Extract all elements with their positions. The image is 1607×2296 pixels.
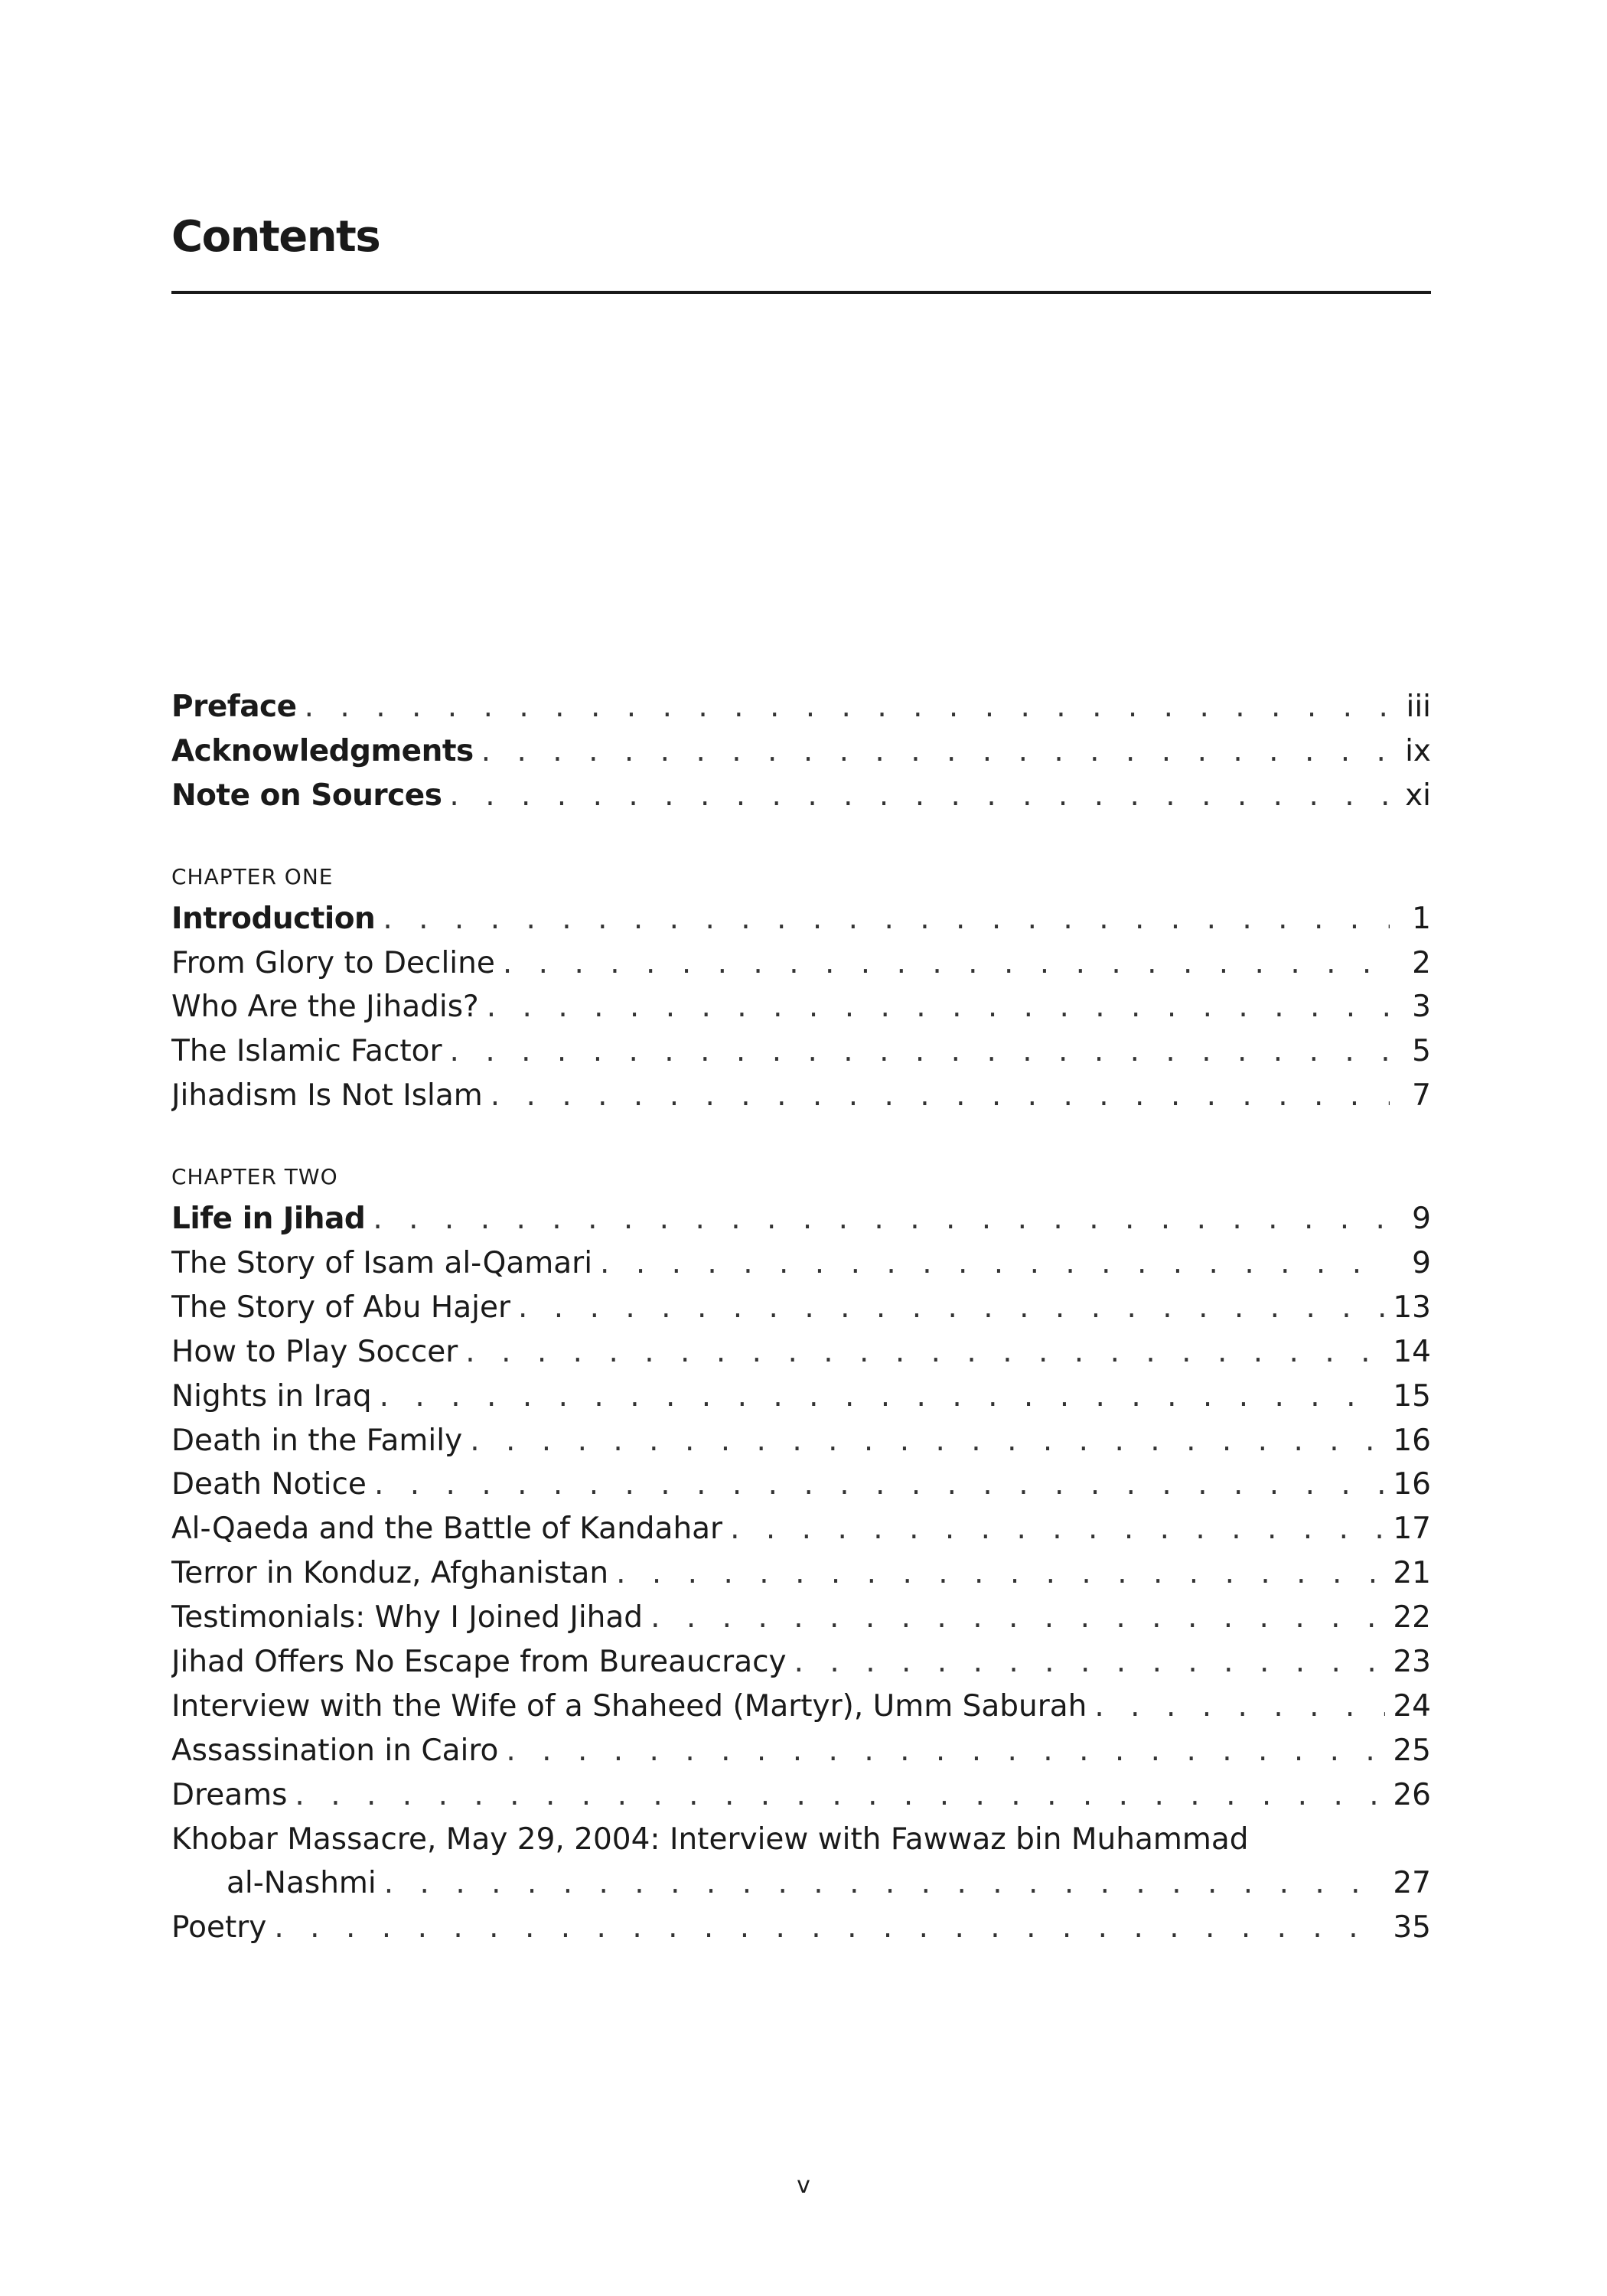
toc-entry-page: 35	[1393, 1910, 1431, 1945]
dot-leader	[1094, 1684, 1385, 1729]
toc-entry[interactable]	[171, 1074, 1431, 1118]
dot-leader	[295, 1773, 1385, 1818]
toc-entry-title: Death in the Family	[171, 1423, 463, 1458]
toc-entry-page: 13	[1393, 1290, 1431, 1325]
toc-entry-page: 9	[1412, 1202, 1431, 1237]
toc-entry-page: 5	[1412, 1034, 1431, 1069]
toc-entry-preface[interactable]	[171, 685, 1431, 729]
toc-entry-title: Who Are the Jihadis?	[171, 990, 479, 1025]
toc-entry-title: Nights in Iraq	[171, 1378, 372, 1414]
toc-entry-page: 24	[1393, 1688, 1431, 1724]
toc-entry-chapter-title[interactable]	[171, 1197, 1431, 1241]
toc-entry[interactable]	[171, 1029, 1431, 1074]
toc-entry[interactable]	[171, 1773, 1431, 1818]
toc-entry-title-continuation: al-Nashmi	[227, 1866, 376, 1901]
page-title: Contents	[171, 212, 380, 262]
dot-leader	[600, 1241, 1390, 1286]
toc-entry-page: 25	[1393, 1733, 1431, 1768]
dot-leader	[481, 729, 1390, 774]
toc-entry[interactable]	[171, 1463, 1431, 1507]
toc-entry[interactable]	[171, 1906, 1431, 1950]
dot-leader	[470, 1419, 1385, 1463]
toc-entry[interactable]	[171, 1640, 1431, 1684]
dot-leader	[506, 1729, 1385, 1773]
toc-entry-title: Death Notice	[171, 1467, 367, 1502]
toc-entry-title: Jihadism Is Not Islam	[171, 1078, 483, 1114]
page-number: v	[797, 2172, 810, 2199]
dot-leader	[616, 1551, 1385, 1596]
dot-leader	[373, 1197, 1390, 1241]
toc-entry-title: Jihad Offers No Escape from Bureaucracy	[171, 1645, 787, 1680]
toc-entry-page: 23	[1393, 1645, 1431, 1680]
dot-leader	[380, 1375, 1386, 1419]
toc-entry-note-on-sources[interactable]	[171, 774, 1431, 818]
toc-entry[interactable]	[171, 941, 1431, 986]
toc-entry[interactable]	[171, 1241, 1431, 1286]
toc-entry-title: From Glory to Decline	[171, 945, 495, 980]
toc-entry-page: 16	[1393, 1423, 1431, 1458]
toc-entry[interactable]	[171, 1507, 1431, 1551]
toc-entry-page: 1	[1412, 901, 1431, 936]
dot-leader	[794, 1640, 1386, 1684]
toc-entry-page: 21	[1393, 1556, 1431, 1591]
toc-entry-title: Testimonials: Why I Joined Jihad	[171, 1600, 644, 1636]
dot-leader	[383, 897, 1390, 941]
toc-entry-page: xi	[1405, 778, 1431, 813]
dot-leader	[305, 685, 1390, 729]
toc-entry-page: 27	[1393, 1866, 1431, 1901]
toc-entry-page: ix	[1405, 733, 1431, 768]
toc-entry-title: The Story of Isam al-Qamari	[171, 1246, 593, 1281]
toc-entry-title: Dreams	[171, 1777, 288, 1812]
toc-entry-page: 17	[1393, 1512, 1431, 1547]
dot-leader	[487, 985, 1390, 1029]
toc-entry-title: The Islamic Factor	[171, 1034, 442, 1069]
toc-entry-title: Al-Qaeda and the Battle of Kandahar	[171, 1512, 723, 1547]
toc-entry-title-line1[interactable]: Khobar Massacre, May 29, 2004: Interview with Fawwaz bin Muhammad	[171, 1821, 1249, 1857]
toc-entry-title: Interview with the Wife of a Shaheed (Martyr), Umm Saburah	[171, 1688, 1087, 1724]
toc-entry[interactable]	[171, 1551, 1431, 1596]
toc-entry[interactable]	[171, 1286, 1431, 1330]
toc-entry-page: 2	[1412, 945, 1431, 980]
toc-entry-page: 22	[1393, 1600, 1431, 1636]
table-of-contents	[171, 685, 1431, 1950]
title-rule	[171, 291, 1431, 294]
toc-entry-title: Assassination in Cairo	[171, 1733, 499, 1768]
toc-entry[interactable]	[171, 1419, 1431, 1463]
toc-entry[interactable]	[171, 985, 1431, 1029]
dot-leader	[449, 774, 1390, 818]
toc-entry-title: Introduction	[171, 901, 376, 936]
toc-entry-title: Preface	[171, 690, 297, 724]
toc-entry-page: 3	[1412, 990, 1431, 1025]
toc-entry-title: Poetry	[171, 1910, 267, 1945]
dot-leader	[650, 1596, 1385, 1640]
toc-entry-chapter-title[interactable]	[171, 897, 1431, 941]
toc-entry[interactable]	[171, 1684, 1431, 1729]
dot-leader	[491, 1074, 1390, 1118]
dot-leader	[503, 941, 1390, 986]
toc-entry-title: How to Play Soccer	[171, 1334, 458, 1369]
dot-leader	[450, 1029, 1390, 1074]
toc-entry[interactable]	[171, 1861, 1431, 1906]
toc-entry[interactable]	[171, 1596, 1431, 1640]
dot-leader	[274, 1906, 1385, 1950]
dot-leader	[374, 1463, 1385, 1507]
chapter-label: CHAPTER TWO	[171, 1164, 338, 1190]
toc-entry-page: 16	[1393, 1467, 1431, 1502]
toc-entry-title: The Story of Abu Hajer	[171, 1290, 510, 1325]
toc-entry-title: Note on Sources	[171, 778, 442, 813]
toc-entry-page: 7	[1412, 1078, 1431, 1114]
dot-leader	[518, 1286, 1385, 1330]
dot-leader	[465, 1330, 1385, 1375]
dot-leader	[384, 1861, 1386, 1906]
toc-entry-title: Terror in Konduz, Afghanistan	[171, 1556, 609, 1591]
toc-entry-page: 14	[1393, 1334, 1431, 1369]
dot-leader	[730, 1507, 1385, 1551]
toc-entry-page: 15	[1393, 1378, 1431, 1414]
chapter-label: CHAPTER ONE	[171, 863, 334, 889]
toc-entry-title: Life in Jihad	[171, 1202, 366, 1237]
toc-entry[interactable]	[171, 1729, 1431, 1773]
toc-entry[interactable]	[171, 1330, 1431, 1375]
toc-entry[interactable]	[171, 1375, 1431, 1419]
toc-entry-page: iii	[1406, 690, 1431, 724]
toc-entry-page: 9	[1412, 1246, 1431, 1281]
toc-entry-title: Acknowledgments	[171, 733, 474, 768]
toc-entry-page: 26	[1393, 1777, 1431, 1812]
toc-entry-acknowledgments[interactable]	[171, 729, 1431, 774]
